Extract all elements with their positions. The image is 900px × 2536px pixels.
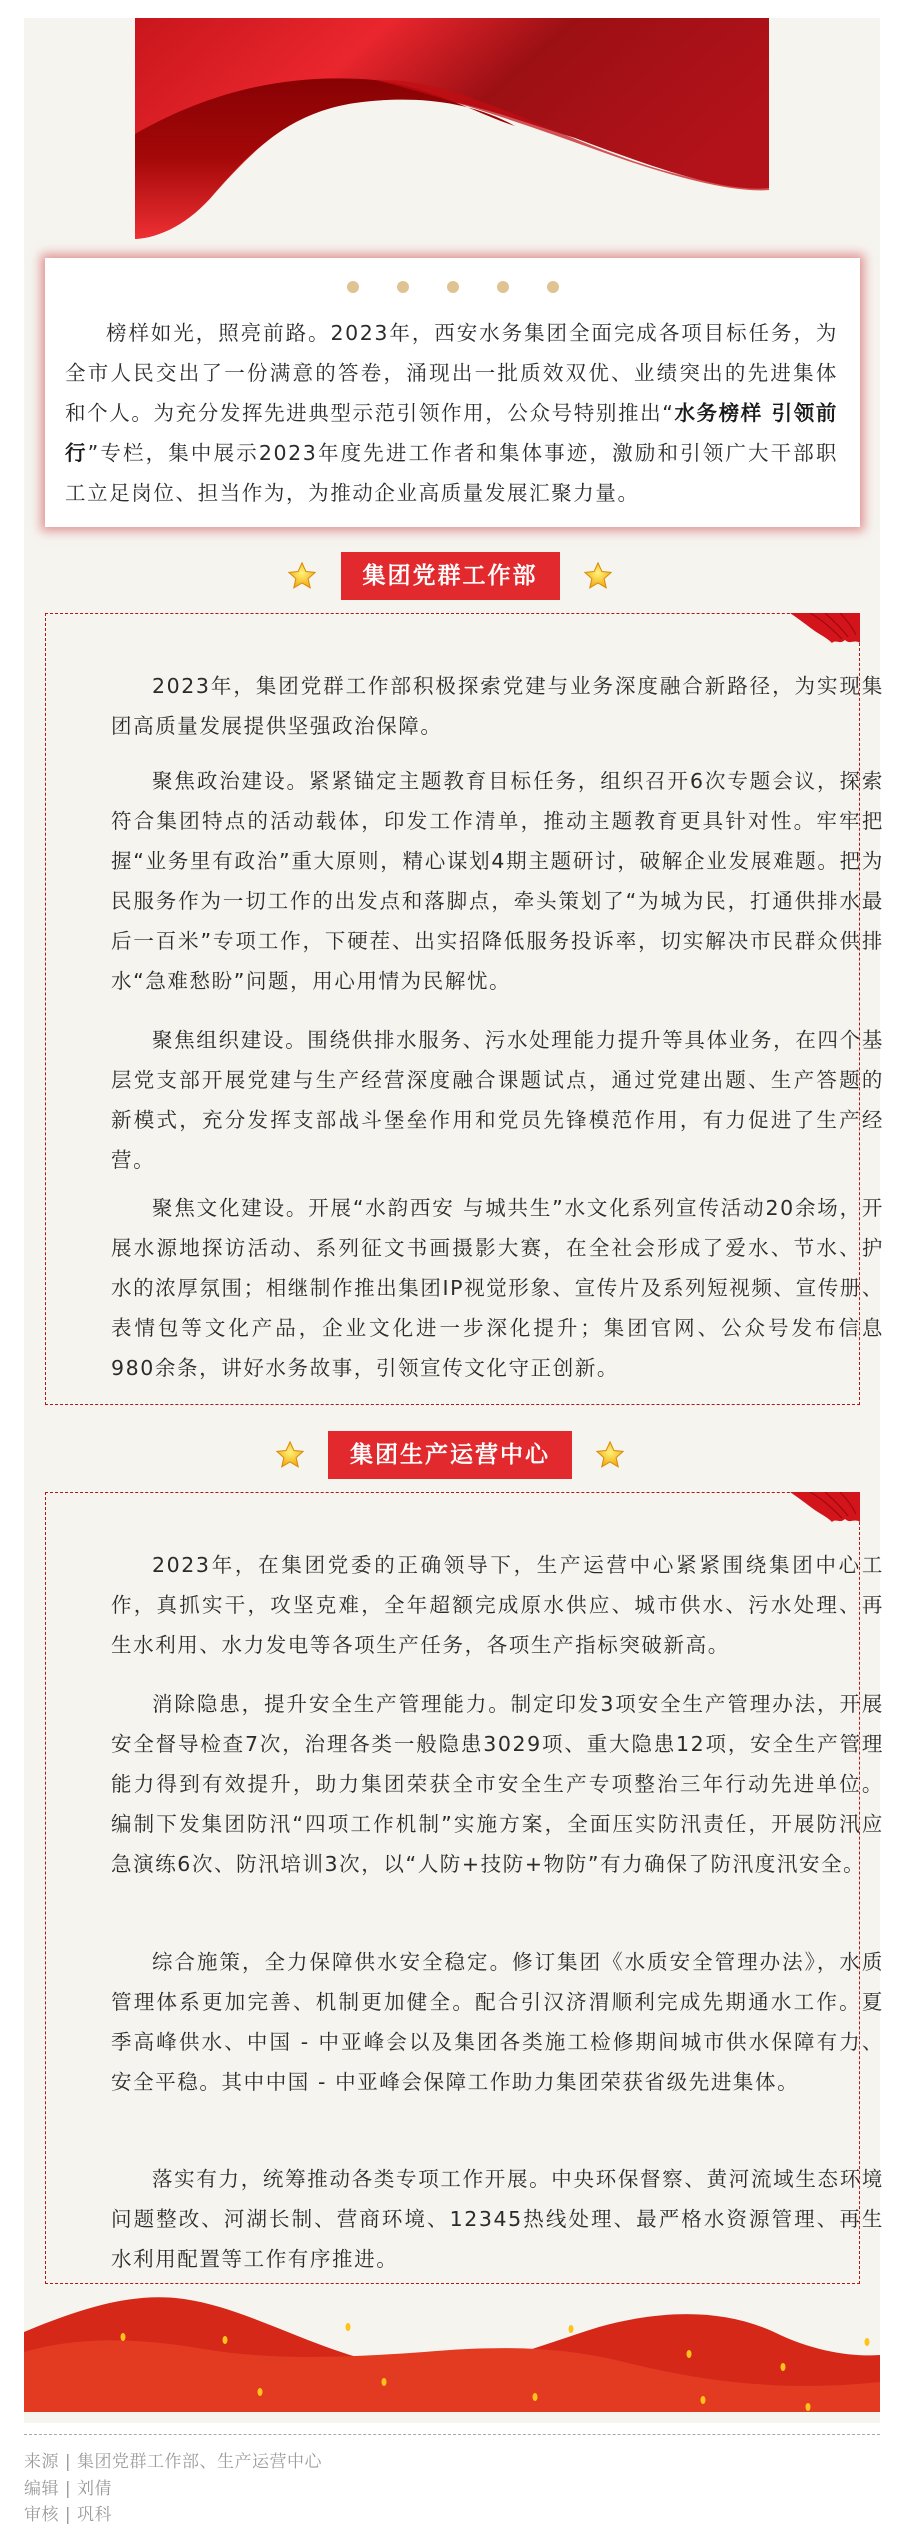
footer-divider [24, 2434, 880, 2435]
intro-card [45, 258, 860, 527]
section-title: 集团党群工作部 [341, 552, 560, 600]
decorative-dots [45, 278, 860, 290]
dot-icon [447, 281, 459, 293]
paragraph: 聚焦文化建设。开展“水韵西安 与城共生”水文化系列宣传活动20余场，开展水源地探访活动、系列征文书画摄影大赛，在全社会形成了爱水、节水、护水的浓厚氛围；相继制作推出集团IP视觉形象、宣传片及系列短视频、宣传册、表情包等文化产品，企业文化进一步深化提升；集团官网、公众号发布信息980余条，讲好水务故事，引领宣传文化守正创新。 [111, 1196, 885, 1380]
section-content-box-2 [45, 1492, 884, 2284]
section-title-row-2 [0, 1431, 900, 1479]
dot-icon [397, 281, 409, 293]
section-title-row-1 [0, 552, 900, 600]
paragraph: 2023年，集团党群工作部积极探索党建与业务深度融合新路径，为实现集团高质量发展提供坚强政治保障。 [111, 674, 884, 738]
paragraph: 落实有力，统筹推动各类专项工作开展。中央环保督察、黄河流域生态环境问题整改、河湖长制、营商环境、12345热线处理、最严格水资源管理、再生水利用配置等工作有序推进。 [111, 2167, 884, 2271]
footer-editor: 编辑 | 刘倩 [24, 2479, 113, 2499]
dot-icon [547, 281, 559, 293]
dot-icon [497, 281, 509, 293]
paragraph: 综合施策，全力保障供水安全稳定。修订集团《水质安全管理办法》，水质管理体系更加完善、机制更加健全。配合引汉济渭顺利完成先期通水工作。夏季高峰供水、中国 - 中亚峰会以及集团各类施工检修期间城市供水保障有力、安全平稳。其中中国 - 中亚峰会保障工作助力集团荣获省级先进集体。 [111, 1950, 884, 2094]
paragraph: 消除隐患，提升安全生产管理能力。制定印发3项安全生产管理办法，开展安全督导检查7次，治理各类一般隐患3029项、重大隐患12项，安全生产管理能力得到有效提升，助力集团荣获全市安全生产专项整治三年行动先进单位。编制下发集团防汛“四项工作机制”实施方案，全面压实防汛责任，开展防汛应急演练6次、防汛培训3次，以“人防+技防+物防”有力确保了防汛度汛安全。 [111, 1692, 884, 1876]
footer-reviewer: 审核 | 巩科 [24, 2505, 113, 2525]
section-title: 集团生产运营中心 [328, 1431, 572, 1479]
intro-paragraph [65, 313, 838, 513]
intro-text-cont: ”专栏，集中展示2023年度先进工作者和集体事迹，激励和引领广大干部职工立足岗位、担当作为，为推动企业高质量发展汇聚力量。 [65, 441, 838, 505]
star-icon [287, 561, 317, 591]
dot-icon [347, 281, 359, 293]
red-ribbon-banner [135, 18, 769, 239]
star-icon [275, 1440, 305, 1470]
intro-text: 榜样如光，照亮前路。2023年，西安水务集团全面完成各项目标任务，为全市人民交出了一份满意的答卷，涌现出一批质效双优、业绩突出的先进集体和个人。为充分发挥先进典型示范引领作用，公众号特别推出“ [65, 321, 838, 425]
ribbon-corner-icon [790, 1492, 860, 1522]
section-content-box-1 [45, 613, 885, 1405]
paragraph: 2023年，在集团党委的正确领导下，生产运营中心紧紧围绕集团中心工作，真抓实干，攻坚克难，全年超额完成原水供应、城市供水、污水处理、再生水利用、水力发电等各项生产任务，各项生产指标突破新高。 [111, 1553, 884, 1657]
red-waves-decoration [24, 2297, 880, 2412]
paragraph: 聚焦组织建设。围绕供排水服务、污水处理能力提升等具体业务，在四个基层党支部开展党建与生产经营深度融合课题试点，通过党建出题、生产答题的新模式，充分发挥支部战斗堡垒作用和党员先锋模范作用，有力促进了生产经营。 [111, 1028, 884, 1172]
column-name-bold: 水务榜样 引领前行 [65, 401, 839, 465]
ribbon-corner-icon [790, 613, 860, 643]
star-icon [583, 561, 613, 591]
footer-source: 来源 | 集团党群工作部、生产运营中心 [24, 2452, 323, 2472]
paragraph: 聚焦政治建设。紧紧锚定主题教育目标任务，组织召开6次专题会议，探索符合集团特点的活动载体，印发工作清单，推动主题教育更具针对性。牢牢把握“业务里有政治”重大原则，精心谋划4期主题研讨，破解企业发展难题。把为民服务作为一切工作的出发点和落脚点，牵头策划了“为城为民，打通供排水最后一百米”专项工作，下硬茬、出实招降低服务投诉率，切实解决市民群众供排水“急难愁盼”问题，用心用情为民解忧。 [111, 769, 884, 993]
star-icon [595, 1440, 625, 1470]
